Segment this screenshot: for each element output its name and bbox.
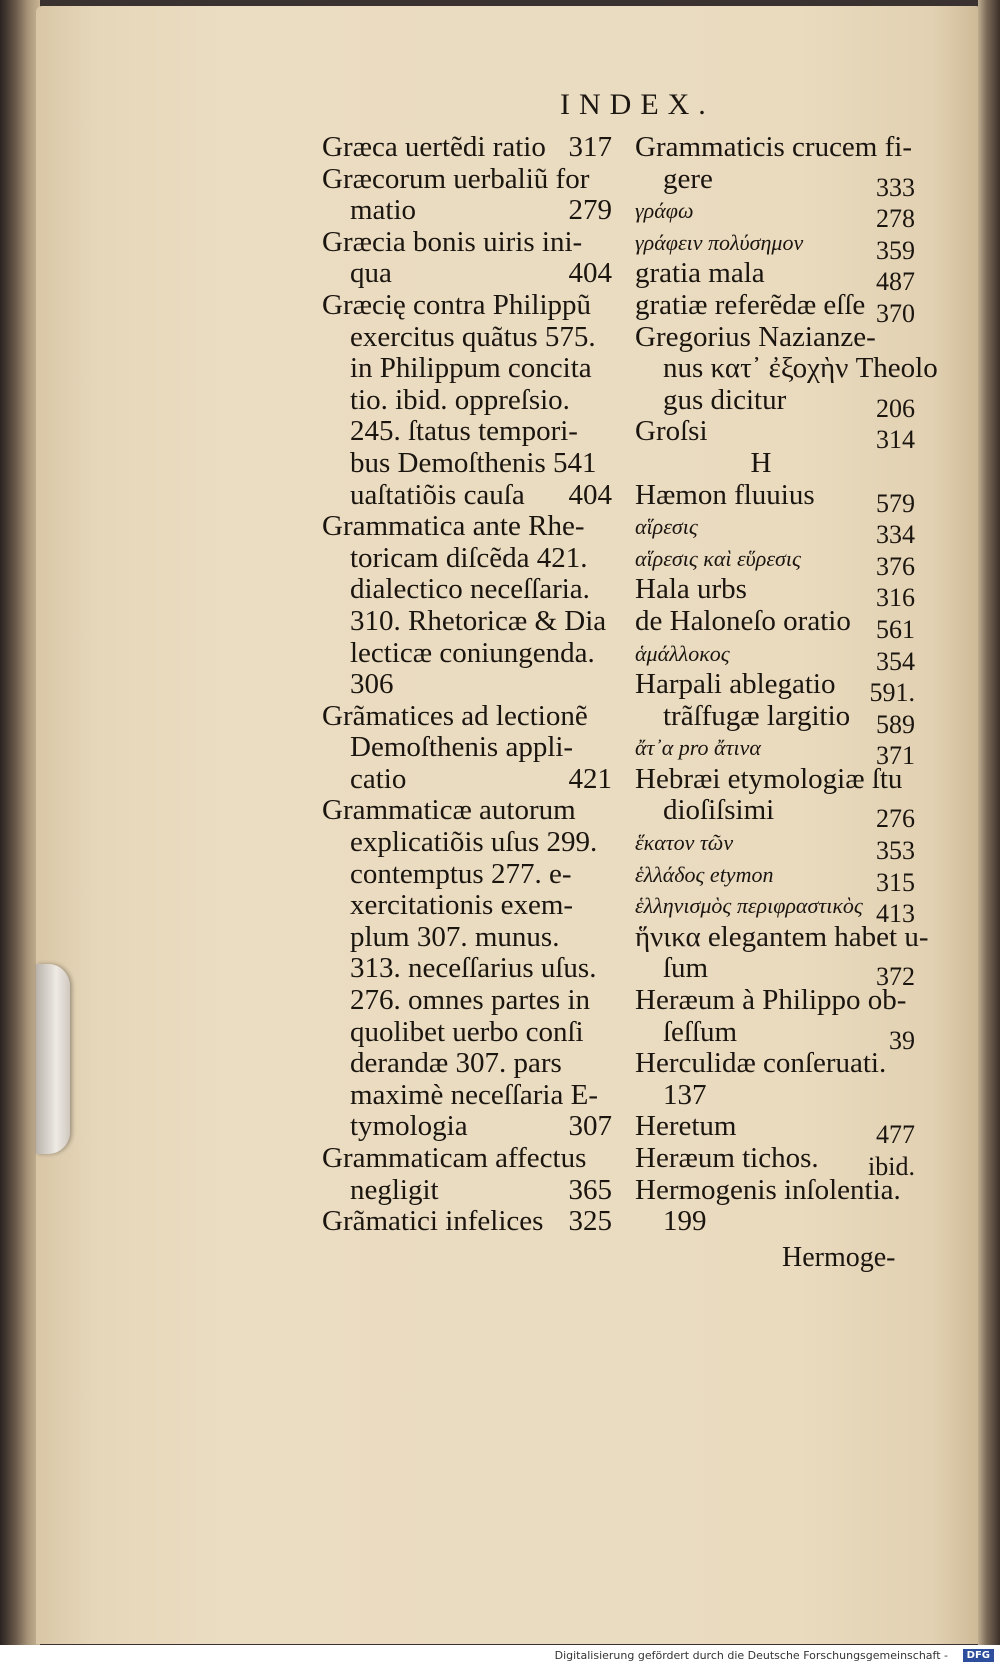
page-edge-right [978, 0, 1000, 1645]
entry-text: lecticæ coniungenda. [350, 636, 595, 669]
entry-text: Grammaticæ autorum [322, 794, 576, 827]
entry-text: toricam diſcẽda 421. [350, 541, 588, 574]
running-header: INDEX. [560, 88, 715, 121]
entry-continuation-line [322, 859, 612, 891]
entry-continuation-line [635, 162, 915, 202]
page-reference: 370 [876, 298, 915, 328]
entry-text: Heræum à Philippo ob- [635, 984, 907, 1017]
entry-headword-line [635, 257, 915, 297]
entry-text: Grãmatici infelices [322, 1205, 544, 1238]
entry-text: αἵρεσις καὶ εὕρεσις [635, 545, 801, 571]
entry-text: 276. omnes partes in [350, 984, 591, 1017]
entry-text: ἄτ᾽α pro ἄτινα [635, 735, 761, 761]
entry-text: gratiæ referẽdæ eſſe [635, 288, 866, 321]
page-reference: 376 [876, 551, 915, 581]
index-entry [635, 604, 915, 644]
page-reference: 307 [568, 1110, 612, 1143]
entry-text: Herculidæ conſeruati. [635, 1047, 887, 1080]
page-reference: 371 [876, 741, 915, 771]
entry-headword-line [635, 920, 929, 954]
entry-text: ἑλλάδος etymon [635, 861, 774, 887]
entry-text: derandæ 307. pars [350, 1047, 562, 1080]
entry-text: Hermogenis inſolentia. [635, 1173, 901, 1206]
index-entry [635, 827, 915, 866]
entry-headword-line [635, 668, 915, 708]
index-entry [322, 164, 612, 227]
entry-headword-line [635, 604, 915, 644]
page-reference: 404 [568, 478, 612, 511]
index-entry [635, 1142, 915, 1181]
page-reference: 404 [568, 257, 612, 290]
entry-text: Demoſthenis appli- [350, 731, 574, 764]
entry-text: qua [350, 257, 392, 290]
entry-continuation-line [322, 669, 612, 701]
index-entry [635, 668, 915, 708]
entry-text: Hebræi etymologiæ ſtu [635, 762, 903, 795]
page-reference: ibid. [868, 1152, 915, 1181]
entry-text: exercitus quãtus 575. [350, 320, 596, 353]
entry-continuation-line [322, 732, 612, 764]
entry-headword-line [635, 827, 915, 866]
entry-headword-line [635, 1175, 907, 1207]
entry-text: Harpali ablegatio [635, 668, 836, 701]
index-entry [322, 701, 612, 796]
entry-continuation-line [322, 985, 612, 1017]
entry-text: gratia mala [635, 257, 765, 290]
index-entry [635, 320, 938, 423]
entry-continuation-line [322, 480, 612, 512]
entry-continuation-line [322, 1111, 612, 1143]
entry-text: 137 [663, 1078, 707, 1111]
index-entry [635, 732, 915, 771]
index-entry [635, 890, 915, 929]
entry-text: ἕκατον τῶν [635, 830, 734, 856]
entry-text: ἥνικα elegantem habet u- [635, 920, 929, 953]
entry-continuation-line [635, 1015, 915, 1055]
page-reference: 314 [876, 425, 915, 455]
entry-text: Græca uertẽdi ratio [322, 131, 546, 163]
index-entry [635, 415, 915, 455]
entry-text: negligit [350, 1173, 439, 1206]
entry-continuation-line [635, 383, 915, 423]
entry-text: explicatiõis uſus 299. [350, 826, 598, 859]
page-reference: 372 [876, 962, 915, 992]
page-reference: 333 [876, 172, 915, 202]
entry-headword-line [635, 732, 915, 771]
entry-headword-line [635, 859, 915, 897]
entry-text: gere [663, 162, 713, 195]
page-reference: 334 [876, 520, 915, 550]
entry-text: Græcię contra Philippũ [322, 288, 592, 321]
index-entry [635, 288, 915, 328]
entry-text: Gregorius Nazianze- [635, 320, 876, 353]
index-entry [635, 543, 915, 581]
entry-continuation-line [322, 638, 612, 670]
entry-continuation-line [322, 1080, 612, 1112]
entry-text: in Philippum concita [350, 352, 592, 385]
page-reference: 279 [568, 194, 612, 227]
index-entry [635, 195, 915, 234]
entry-text: γράφειν πολύσημον [635, 229, 804, 255]
index-entry [635, 920, 929, 992]
entry-text: quolibet uerbo conſi [350, 1015, 584, 1048]
entry-continuation-line [322, 322, 612, 354]
entry-text: Græcorum uerbaliũ for [322, 162, 590, 195]
entry-headword-line [635, 288, 915, 328]
entry-continuation-line [322, 543, 612, 575]
page-reference: 365 [568, 1173, 612, 1206]
entry-text: xercitationis exem- [350, 889, 574, 922]
entry-headword-line [635, 573, 915, 613]
entry-text: gus dicitur [663, 383, 787, 416]
page-reference: 413 [876, 899, 915, 929]
entry-headword-line [322, 227, 612, 259]
index-entry [635, 478, 915, 518]
page-reference: 317 [568, 131, 612, 163]
entry-headword-line [635, 227, 915, 265]
entry-text: 306 [350, 668, 394, 701]
entry-text: plum 307. munus. [350, 920, 560, 953]
entry-headword-line [322, 132, 612, 164]
entry-continuation-line [322, 890, 612, 922]
entry-headword-line [635, 511, 915, 550]
dfg-logo: DFG [963, 1649, 994, 1662]
entry-headword-line [322, 511, 612, 543]
page-reference: 421 [568, 762, 612, 795]
entry-text: nus κατ᾽ ἐξοχὴν Theolo [663, 352, 938, 385]
entry-continuation-line [322, 606, 612, 638]
entry-text: Grammatica ante Rhe- [322, 510, 585, 543]
index-column-right [635, 131, 938, 1238]
entry-headword-line [635, 131, 912, 164]
entry-headword-line [635, 699, 915, 739]
page-reference: 316 [876, 583, 915, 613]
section-letter: H [750, 446, 772, 479]
entry-text: ſeſſum [663, 1015, 738, 1048]
page-reference: 359 [876, 235, 915, 265]
index-entry [635, 573, 915, 613]
entry-text: 313. neceſſarius uſus. [350, 952, 597, 985]
entry-continuation-line [635, 952, 915, 992]
index-entry [635, 1048, 907, 1111]
entry-headword-line [322, 701, 612, 733]
page-reference: 278 [876, 204, 915, 234]
entry-continuation-line [322, 1048, 612, 1080]
index-entry [635, 227, 915, 265]
index-entry [635, 131, 915, 202]
entry-continuation-line [635, 352, 938, 385]
index-entry [635, 762, 915, 834]
entry-text: 310. Rhetoricæ & Dia [350, 604, 607, 637]
entry-text: de Haloneſo oratio [635, 604, 851, 637]
entry-continuation-line [322, 448, 612, 480]
entry-text: 245. ſtatus tempori- [350, 415, 578, 448]
page-clip [36, 964, 70, 1154]
entry-text: tio. ibid. oppreſsio. [350, 383, 570, 416]
page-edge-left [0, 0, 40, 1645]
entry-text: tymologia [350, 1110, 468, 1143]
entry-headword-line [635, 638, 915, 676]
entry-text: γράφω [635, 198, 694, 224]
page-reference: 487 [876, 267, 915, 297]
page-reference: 354 [876, 646, 915, 676]
entry-continuation-line [635, 794, 915, 834]
entry-continuation-line [322, 385, 612, 417]
entry-text: catio [350, 762, 407, 795]
entry-text: dioſiſsimi [663, 794, 775, 827]
entry-text: αἵρεσις [635, 514, 698, 540]
index-entry [322, 132, 612, 164]
entry-text: bus Demoſthenis 541 [350, 446, 597, 479]
index-entry [635, 859, 915, 897]
entry-text: trãſfugæ largitio [663, 699, 851, 732]
entry-text: Groſsi [635, 415, 708, 448]
catchword: Hermoge- [782, 1242, 896, 1273]
entry-headword-line [635, 1142, 915, 1181]
entry-headword-line [635, 322, 907, 354]
page-reference: 579 [876, 488, 915, 518]
entry-text: matio [350, 194, 417, 227]
index-entry [322, 1143, 612, 1206]
page-reference: 589 [876, 709, 915, 739]
index-entry [635, 638, 915, 676]
index-entry [635, 1110, 915, 1150]
entry-text: 199 [663, 1205, 707, 1238]
entry-headword-line [322, 1206, 612, 1238]
entry-text: contemptus 277. e- [350, 857, 572, 890]
entry-headword-line [322, 1143, 612, 1175]
index-entry [635, 984, 915, 1055]
page-reference: 325 [568, 1205, 612, 1238]
entry-continuation-line [322, 922, 612, 954]
index-entry [322, 795, 612, 1143]
entry-text: dialectico neceſſaria. [350, 573, 590, 606]
entry-continuation-line [322, 827, 612, 859]
entry-continuation-line [322, 764, 612, 796]
entry-continuation-line [322, 258, 612, 290]
entry-text: Grãmatices ad lectionẽ [322, 699, 588, 732]
index-entry [322, 227, 612, 290]
entry-text: Grammaticam affectus [322, 1142, 587, 1174]
entry-text: Hæmon fluuius [635, 478, 815, 511]
entry-headword-line [635, 985, 907, 1017]
entry-continuation-line [322, 574, 612, 606]
index-entry [322, 290, 612, 511]
entry-headword-line [635, 195, 915, 234]
page-reference: 39 [889, 1025, 915, 1055]
index-entry [635, 511, 915, 550]
index-entry [322, 1206, 612, 1238]
index-entry [635, 257, 915, 297]
entry-headword-line [322, 290, 612, 322]
page-reference: 561 [876, 614, 915, 644]
footer-bar [0, 1645, 1000, 1664]
index-column-left [322, 132, 612, 1238]
page-reference: 353 [876, 836, 915, 866]
entry-headword-line [635, 1110, 915, 1150]
entry-continuation-line [322, 416, 612, 448]
entry-continuation-line [635, 1206, 907, 1238]
entry-continuation-line [322, 953, 612, 985]
entry-text: uaſtatiõis cauſa [350, 478, 525, 511]
entry-text: Heræum tichos. [635, 1142, 819, 1174]
index-entry [322, 511, 612, 701]
page-reference: 276 [876, 804, 915, 834]
entry-headword-line [635, 543, 915, 581]
entry-text: ſum [663, 952, 709, 985]
entry-text: Græcia bonis uiris ini- [322, 225, 583, 258]
entry-continuation-line [322, 353, 612, 385]
entry-text: ἁμάλλοκος [635, 640, 730, 666]
page-reference: 206 [876, 393, 915, 423]
entry-continuation-line [322, 1175, 612, 1207]
entry-headword-line [635, 764, 907, 796]
entry-text: Heretum [635, 1110, 737, 1143]
entry-headword-line [635, 478, 915, 518]
index-entry [635, 1175, 907, 1238]
entry-headword-line [635, 1048, 907, 1080]
entry-headword-line [635, 890, 915, 929]
entry-text: ἑλληνισμὸς περιφραστικὸς [635, 893, 863, 919]
entry-continuation-line [322, 1017, 612, 1049]
index-entry [635, 699, 915, 739]
entry-continuation-line [635, 1080, 907, 1112]
page-reference: 315 [876, 867, 915, 897]
entry-headword-line [635, 415, 915, 455]
entry-text: Hala urbs [635, 573, 747, 606]
entry-text: maximè neceſſaria E- [350, 1078, 598, 1111]
entry-continuation-line [322, 195, 612, 227]
page-reference: 591. [869, 678, 915, 708]
entry-headword-line [322, 795, 612, 827]
entry-text: Grammaticis crucem fi- [635, 131, 912, 163]
footer-credit: Digitalisierung gefördert durch die Deutsche Forschungsgemeinschaft - [554, 1649, 948, 1662]
page-reference: 477 [876, 1120, 915, 1150]
entry-headword-line [322, 164, 612, 196]
